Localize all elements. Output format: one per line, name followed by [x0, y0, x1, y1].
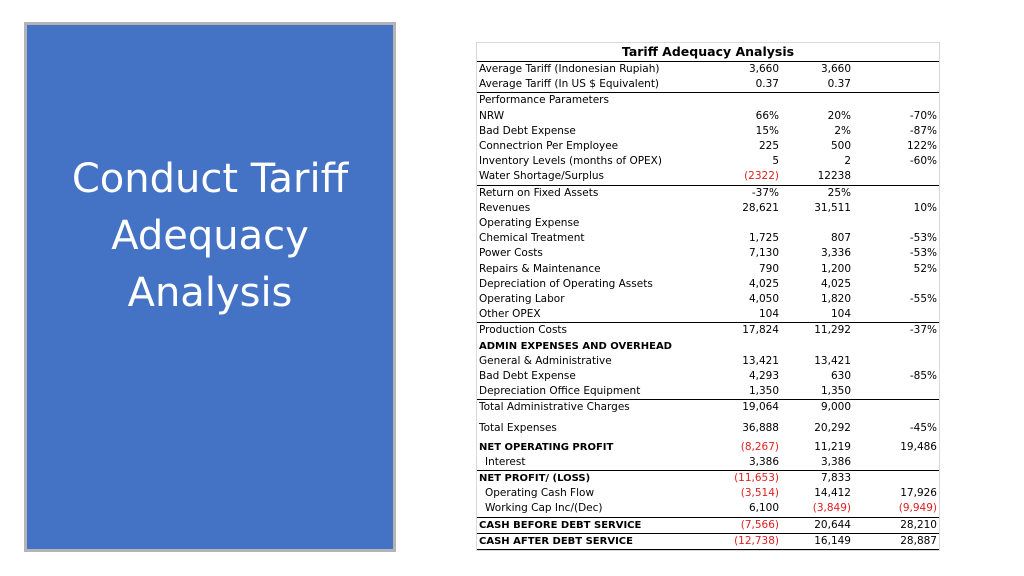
row-value-v2: 3,660	[787, 62, 857, 78]
row-value-v3	[857, 169, 939, 185]
row-value-v2: 2%	[834, 124, 851, 137]
row-value-v2: 20,292	[814, 421, 851, 434]
row-label: ADMIN EXPENSES AND OVERHEAD	[479, 340, 672, 352]
row-value-v2: 11,219	[814, 440, 851, 453]
row-value-v2: 31,511	[814, 201, 851, 214]
row-label: Working Cap Inc/(Dec)	[485, 502, 603, 515]
row-value-v1	[731, 216, 787, 231]
row-value-v1: (11,653)	[731, 471, 787, 487]
table-row	[477, 455, 939, 471]
row-value-v3: (9,949)	[898, 502, 937, 515]
row-value-v1: 6,100	[748, 502, 779, 515]
row-value-v1	[731, 339, 787, 354]
row-label: Repairs & Maintenance	[479, 262, 601, 275]
row-value-v1: -37%	[731, 185, 787, 201]
slide-title	[27, 151, 393, 322]
row-value-v2: 16,149	[787, 533, 857, 549]
row-value-v1: 66%	[755, 109, 779, 122]
row-value-v1: 36,888	[742, 421, 779, 434]
row-value-v2: 13,421	[814, 354, 851, 367]
row-value-v3	[857, 93, 939, 109]
row-value-v1: 13,421	[742, 354, 779, 367]
table-row	[477, 384, 939, 400]
table-row	[477, 154, 939, 169]
row-label: Average Tariff (In US $ Equivalent)	[479, 78, 660, 91]
row-value-v2: 1,820	[820, 293, 851, 306]
row-value-v2: 2	[844, 155, 851, 168]
row-value-v3: -37%	[857, 323, 939, 339]
row-label: Other OPEX	[479, 308, 541, 321]
table-row	[477, 201, 939, 216]
row-value-v2: 20,644	[787, 517, 857, 533]
row-value-v3: -55%	[909, 293, 937, 306]
row-value-v2: (3,849)	[812, 502, 851, 515]
row-value-v2: 1,200	[820, 262, 851, 275]
row-value-v3	[857, 77, 939, 93]
table-row	[477, 62, 939, 78]
table-row	[477, 369, 939, 384]
row-label: Bad Debt Expense	[479, 370, 576, 383]
row-value-v3: -85%	[909, 370, 937, 383]
row-label: Chemical Treatment	[479, 232, 585, 245]
row-label: Operating Labor	[479, 293, 565, 306]
table-row	[477, 124, 939, 139]
row-value-v2: 3,336	[820, 247, 851, 260]
table-row	[477, 231, 939, 246]
row-value-v1: 7,130	[748, 247, 779, 260]
table-row	[477, 169, 939, 185]
row-value-v1: 3,660	[731, 62, 787, 78]
row-value-v2	[787, 216, 857, 231]
row-value-v2: 12238	[817, 170, 851, 183]
row-value-v3	[857, 307, 939, 323]
row-value-v1: 1,350	[748, 385, 779, 398]
table-body	[477, 62, 939, 550]
row-value-v2: 104	[830, 308, 851, 321]
row-value-v3: 28,210	[857, 517, 939, 533]
table-row	[477, 323, 939, 339]
slide-title-line-3: Analysis	[127, 270, 293, 316]
row-value-v2: 3,386	[820, 455, 851, 468]
row-label: Average Tariff (Indonesian Rupiah)	[477, 62, 731, 78]
table-row	[477, 517, 939, 533]
row-value-v1: 3,386	[748, 455, 779, 468]
row-value-v3	[857, 216, 939, 231]
table-row	[477, 246, 939, 261]
row-value-v2: 14,412	[814, 487, 851, 500]
table-row	[477, 416, 939, 440]
row-value-v1: 28,621	[742, 201, 779, 214]
table-row	[477, 400, 939, 416]
table-row	[477, 93, 939, 109]
table-row	[477, 339, 939, 354]
row-value-v2: 25%	[787, 185, 857, 201]
table-row	[477, 533, 939, 549]
row-value-v3	[857, 185, 939, 201]
row-value-v1: 19,064	[731, 400, 787, 416]
table-row	[477, 139, 939, 154]
tariff-table	[476, 42, 940, 551]
row-label: Connectrion Per Employee	[479, 140, 619, 153]
row-label: Total Expenses	[479, 421, 557, 434]
row-value-v1: 4,050	[748, 293, 779, 306]
row-label: Depreciation of Operating Assets	[479, 277, 653, 290]
row-value-v3: -87%	[909, 124, 937, 137]
row-label: NET OPERATING PROFIT	[479, 441, 614, 453]
row-value-v3: 10%	[913, 201, 937, 214]
row-value-v1: 1,725	[748, 232, 779, 245]
row-label: NRW	[479, 109, 505, 122]
row-value-v3: 122%	[906, 140, 937, 153]
row-value-v1: 790	[758, 262, 779, 275]
row-value-v3: -53%	[909, 247, 937, 260]
row-value-v2: 7,833	[787, 471, 857, 487]
table-row	[477, 501, 939, 517]
row-value-v3: -60%	[909, 155, 937, 168]
row-value-v2: 9,000	[787, 400, 857, 416]
table-row	[477, 354, 939, 369]
row-value-v3: 19,486	[900, 440, 937, 453]
row-value-v1: 15%	[755, 124, 779, 137]
row-value-v1: (7,566)	[731, 517, 787, 533]
row-label: Revenues	[479, 201, 531, 214]
table-title: Tariff Adequacy Analysis	[621, 44, 795, 59]
row-value-v1: 5	[772, 155, 779, 168]
row-value-v2: 630	[830, 370, 851, 383]
row-value-v3	[857, 277, 939, 292]
row-label: Operating Cash Flow	[485, 487, 595, 500]
row-value-v3	[857, 455, 939, 471]
table-row	[477, 471, 939, 487]
row-value-v2: 4,025	[820, 277, 851, 290]
title-panel	[24, 22, 396, 552]
row-label: Bad Debt Expense	[479, 124, 576, 137]
row-value-v2	[787, 339, 857, 354]
row-value-v2: 20%	[827, 109, 851, 122]
table-row	[477, 185, 939, 201]
row-value-v1: (2322)	[744, 170, 779, 183]
row-label: CASH BEFORE DEBT SERVICE	[477, 517, 731, 533]
row-label: Inventory Levels (months of OPEX)	[479, 155, 662, 168]
row-value-v3	[857, 471, 939, 487]
row-value-v3: -53%	[909, 232, 937, 245]
row-label: Total Administrative Charges	[477, 400, 731, 416]
table-row	[477, 109, 939, 124]
row-label: Water Shortage/Surplus	[479, 170, 604, 183]
row-value-v2: 500	[830, 140, 851, 153]
row-value-v3: -70%	[909, 109, 937, 122]
row-value-v1: 104	[758, 308, 779, 321]
row-label: Power Costs	[479, 247, 543, 260]
row-label: Depreciation Office Equipment	[479, 385, 641, 398]
row-value-v2: 807	[830, 232, 851, 245]
row-label: Return on Fixed Assets	[477, 185, 731, 201]
row-value-v3	[857, 354, 939, 369]
table-row	[477, 486, 939, 501]
slide-title-line-2: Adequacy	[111, 213, 309, 259]
row-value-v3	[857, 339, 939, 354]
row-value-v3: 17,926	[900, 487, 937, 500]
row-label: General & Administrative	[479, 354, 612, 367]
table-row	[477, 440, 939, 455]
row-value-v1: 4,293	[748, 370, 779, 383]
row-label: NET PROFIT/ (LOSS)	[477, 471, 731, 487]
row-value-v1: (3,514)	[740, 487, 779, 500]
row-value-v1: 225	[758, 140, 779, 153]
row-value-v1: (12,738)	[731, 533, 787, 549]
table-row	[477, 216, 939, 231]
row-value-v2: 1,350	[820, 385, 851, 398]
row-label: Production Costs	[477, 323, 731, 339]
row-value-v3	[857, 384, 939, 400]
table-row	[477, 262, 939, 277]
row-label: Operating Expense	[479, 217, 580, 230]
table-row	[477, 77, 939, 93]
row-value-v3	[857, 62, 939, 78]
row-value-v1: 4,025	[748, 277, 779, 290]
row-value-v1: (8,267)	[740, 440, 779, 453]
tariff-data-table	[477, 61, 939, 550]
row-label: CASH AFTER DEBT SERVICE	[477, 533, 731, 549]
row-value-v3	[857, 400, 939, 416]
table-row	[477, 292, 939, 307]
row-value-v3: 52%	[913, 262, 937, 275]
row-value-v2: 11,292	[787, 323, 857, 339]
row-value-v1: 17,824	[731, 323, 787, 339]
table-row	[477, 307, 939, 323]
row-value-v2: 0.37	[827, 78, 851, 91]
row-value-v2	[787, 93, 857, 109]
row-value-v1	[731, 93, 787, 109]
row-value-v1: 0.37	[755, 78, 779, 91]
row-value-v3: -45%	[909, 421, 937, 434]
slide-title-line-1: Conduct Tariff	[71, 156, 349, 202]
table-row	[477, 277, 939, 292]
row-value-v3: 28,887	[857, 533, 939, 549]
row-label: Performance Parameters	[477, 93, 731, 109]
row-label: Interest	[485, 455, 526, 468]
